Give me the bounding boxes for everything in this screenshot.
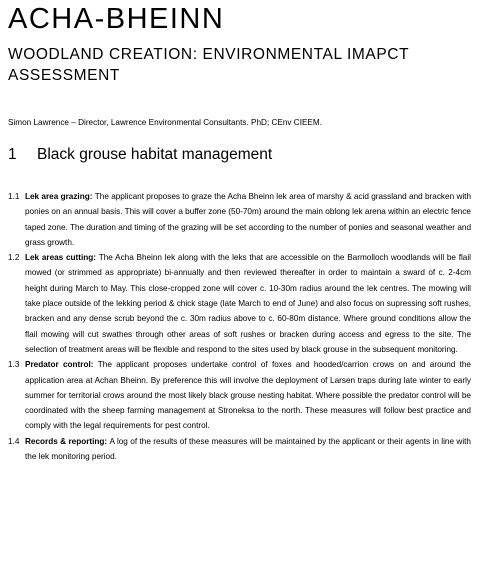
item-list	[8, 189, 471, 464]
document-subtitle: WOODLAND CREATION: ENVIRONMENTAL IMAPCT ASSESSMENT	[8, 46, 409, 84]
author-line: Simon Lawrence – Director, Lawrence Environmental Consultants. PhD; CEnv CIEEM.	[8, 118, 322, 127]
item-heading: Predator control:	[25, 360, 98, 370]
item-text: A log of the results of these measures will be maintained by the applicant or their agents in line with the lek monitoring period.	[25, 436, 471, 462]
item-number: 1.1	[8, 192, 20, 201]
list-item	[8, 434, 471, 465]
list-item	[8, 250, 471, 357]
item-text: The Acha Bheinn lek along with the leks that are accessible on the Barmolloch woodlands will be flail mowed (or strimmed as appropriate) bi-annually and then reviewed thereafter in order to maintain a sward of c. 2-4cm height during March to May. This close-cropped zone will cover c. 10-30m radius around the lek centres. The mowing will take place outside of the lekking period & chick stage (late March to end of June) and also focus on supressing soft rushes, bracken and any dense scrub beyond the c. 30m radius above to c. 60-80m distance. Where ground conditions allow the flail mowing will cut swathes through other areas of soft rushes or bracken during access and egress to the site. The selection of treatment areas will be flexible and respond to the sites used by black grouse in the subsequent monitoring.	[25, 253, 471, 354]
item-heading: Lek area grazing:	[25, 192, 95, 201]
document-title: ACHA-BHEINN	[8, 3, 225, 35]
list-item	[8, 189, 471, 250]
item-text: The applicant proposes undertake control of foxes and hooded/carrion crows on and around the application area at Achan Bheinn. By preference this will involve the deployment of Larsen traps during late winter to early summer for territorial crows around the most likely black grouse nesting habitat. Where possible the predator control will be coordinated with the sheep farming management at Stroneksa to the north. These measures will follow best practice and comply with the legal requirements for pest control.	[25, 360, 471, 431]
section-number: 1	[8, 146, 17, 163]
item-text: The applicant proposes to graze the Acha Bheinn lek area of marshy & acid grassland and bracken with ponies on an annual basis. This will cover a buffer zone (50-70m) around the main oblong lek arena within an electric fence taped zone. The duration and timing of the grazing will be set according to the number of ponies and seasonal weather and grass growth.	[25, 192, 472, 247]
item-number: 1.3	[8, 360, 20, 370]
item-heading: Records & reporting:	[25, 436, 110, 446]
list-item	[8, 357, 471, 433]
item-number: 1.2	[8, 253, 20, 263]
section-title: Black grouse habitat management	[37, 146, 273, 163]
item-number: 1.4	[8, 436, 20, 446]
item-heading: Lek areas cutting:	[25, 253, 99, 263]
section-heading	[8, 145, 272, 165]
